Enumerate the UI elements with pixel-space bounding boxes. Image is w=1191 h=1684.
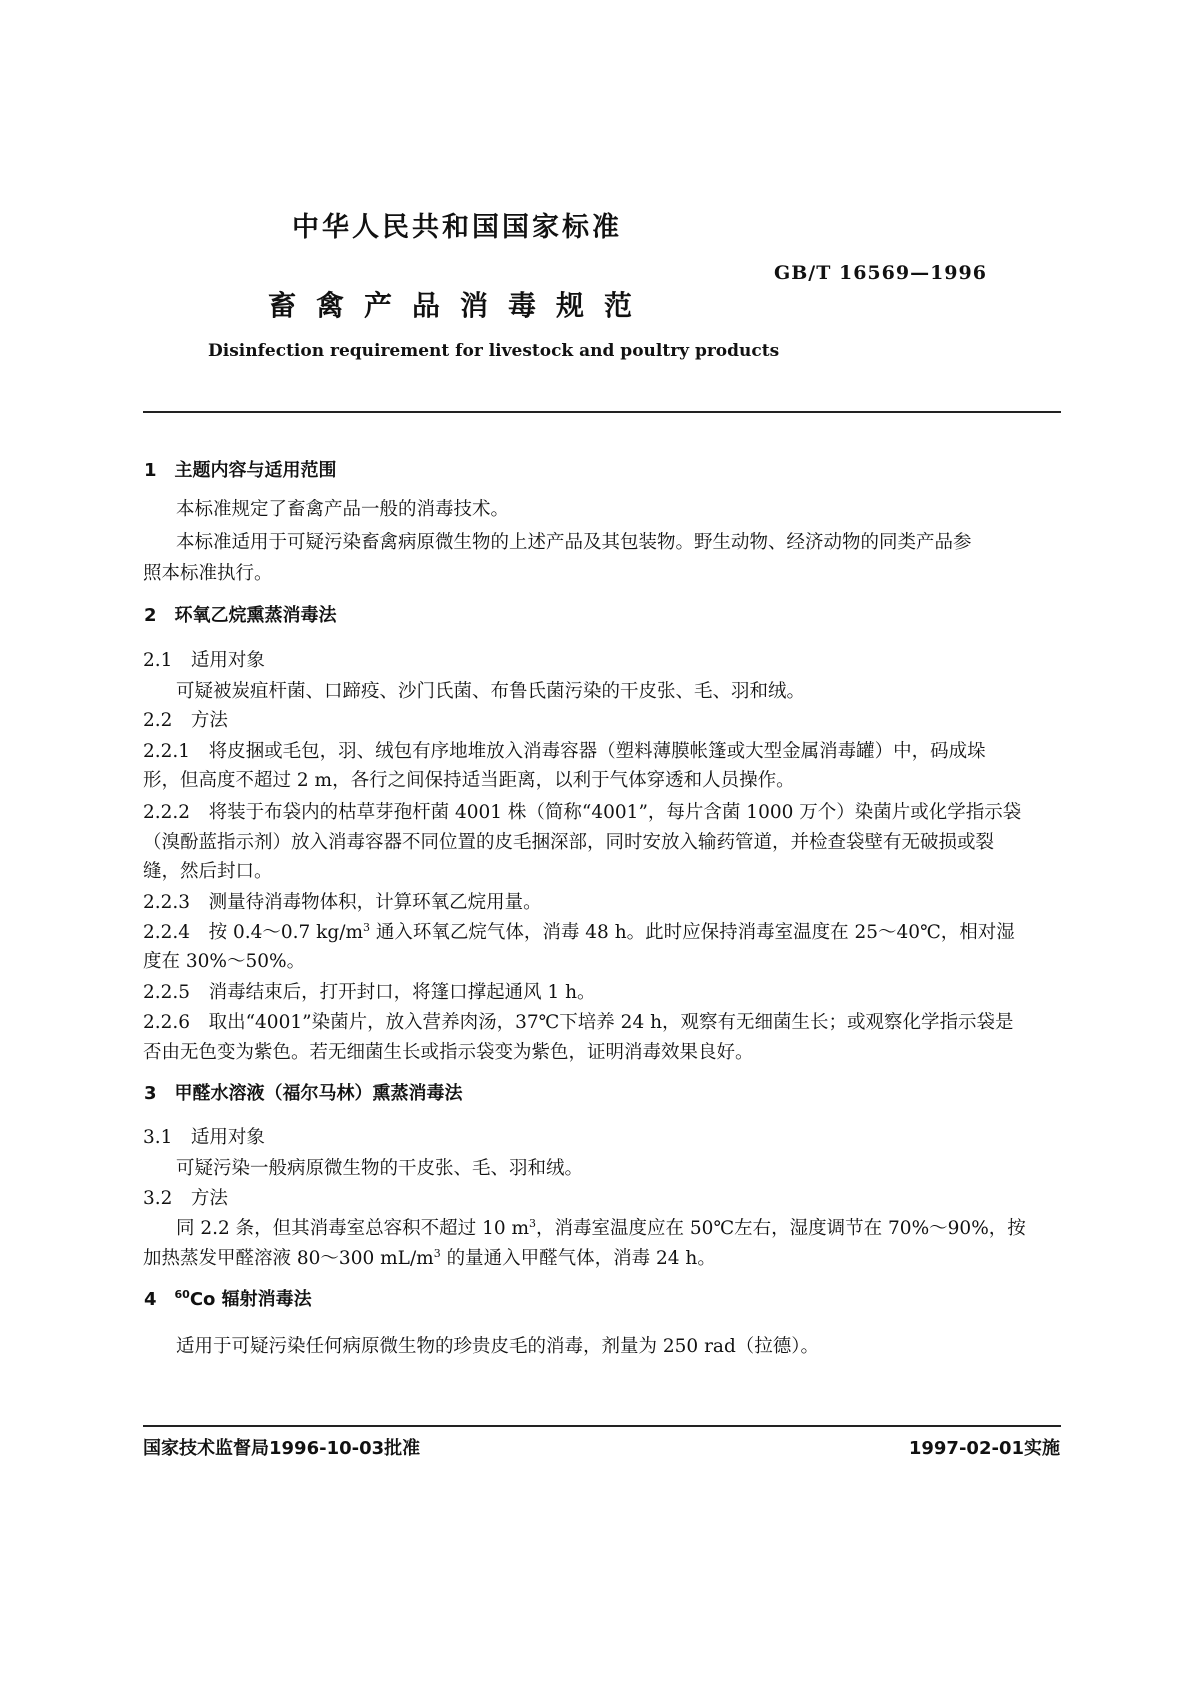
clause-2-2-2-line-1: 2.2.2 将装于布袋内的枯草芽孢杆菌 4001 株（简称“4001”，每片含菌 1000 万个）染菌片或化学指示袋 bbox=[143, 802, 1022, 823]
section-2-2-heading: 2.2 方法 bbox=[143, 710, 228, 731]
isotope-mass-superscript: 60 bbox=[174, 1288, 190, 1301]
section-3-2-heading: 3.2 方法 bbox=[143, 1188, 228, 1209]
approval-statement: 国家技术监督局1996-10-03批准 bbox=[143, 1438, 421, 1459]
section-4-heading bbox=[144, 1285, 312, 1311]
section-1-paragraph-2-line-1: 本标准适用于可疑污染畜禽病原微生物的上述产品及其包装物。野生动物、经济动物的同类产品参 bbox=[176, 532, 972, 553]
section-3-2-line-1-part-1: 同 2.2 条，但其消毒室总容积不超过 10 m bbox=[176, 1218, 530, 1239]
clause-2-2-5: 2.2.5 消毒结束后，打开封口，将篷口撑起通风 1 h。 bbox=[143, 982, 596, 1003]
section-4-number: 4 bbox=[144, 1289, 175, 1310]
cubic-superscript: 3 bbox=[529, 1217, 537, 1230]
section-1-paragraph-2-line-2: 照本标准执行。 bbox=[143, 563, 273, 584]
section-3-2-line-1-part-2: ，消毒室温度应在 50℃左右，湿度调节在 70%～90%，按 bbox=[536, 1218, 1026, 1239]
document-title: 畜禽产品消毒规范 bbox=[268, 289, 653, 322]
section-4-text: 适用于可疑污染任何病原微生物的珍贵皮毛的消毒，剂量为 250 rad（拉德）。 bbox=[176, 1336, 820, 1357]
section-1-heading: 1 主题内容与适用范围 bbox=[144, 460, 337, 481]
section-3-2-line-2-part-2: 的量通入甲醛气体，消毒 24 h。 bbox=[440, 1248, 716, 1269]
cubic-superscript: 3 bbox=[433, 1247, 441, 1260]
clause-2-2-1-line-1: 2.2.1 将皮捆或毛包，羽、绒包有序地堆放入消毒容器（塑料薄膜帐篷或大型金属消毒罐）中，码成垛 bbox=[143, 741, 986, 762]
implementation-date: 1997-02-01实施 bbox=[908, 1438, 1060, 1459]
clause-2-2-4-part-1: 2.2.4 按 0.4～0.7 kg/m bbox=[143, 922, 364, 943]
section-3-2-line-1 bbox=[176, 1214, 1026, 1240]
clause-2-2-6-line-1: 2.2.6 取出“4001”染菌片，放入营养肉汤，37℃下培养 24 h，观察有无细菌生长；或观察化学指示袋是 bbox=[143, 1012, 1014, 1033]
section-2-1-heading: 2.1 适用对象 bbox=[143, 650, 265, 671]
national-standard-title: 中华人民共和国国家标准 bbox=[292, 212, 622, 243]
english-title: Disinfection requirement for livestock and poultry products bbox=[208, 341, 780, 361]
clause-2-2-3: 2.2.3 测量待消毒物体积，计算环氧乙烷用量。 bbox=[143, 892, 542, 913]
footer-divider bbox=[143, 1425, 1061, 1427]
clause-2-2-4-part-2: 通入环氧乙烷气体，消毒 48 h。此时应保持消毒室温度在 25～40℃，相对湿 bbox=[370, 922, 1015, 943]
clause-2-2-2-line-3: 缝，然后封口。 bbox=[143, 861, 273, 882]
section-2-heading: 2 环氧乙烷熏蒸消毒法 bbox=[144, 605, 337, 626]
header-divider bbox=[143, 411, 1061, 413]
section-3-2-line-2-part-1: 加热蒸发甲醛溶液 80～300 mL/m bbox=[143, 1248, 434, 1269]
section-3-1-heading: 3.1 适用对象 bbox=[143, 1127, 265, 1148]
section-1-paragraph-1: 本标准规定了畜禽产品一般的消毒技术。 bbox=[176, 499, 510, 520]
clause-2-2-4-line-1 bbox=[143, 918, 1015, 944]
clause-2-2-1-line-2: 形，但高度不超过 2 m，各行之间保持适当距离，以利于气体穿透和人员操作。 bbox=[143, 770, 795, 791]
section-3-2-line-2 bbox=[143, 1244, 716, 1270]
cubic-superscript: 3 bbox=[363, 921, 371, 934]
standard-code: GB/T 16569—1996 bbox=[774, 262, 987, 284]
clause-2-2-6-line-2: 否由无色变为紫色。若无细菌生长或指示袋变为紫色，证明消毒效果良好。 bbox=[143, 1042, 754, 1063]
section-3-1-text: 可疑污染一般病原微生物的干皮张、毛、羽和绒。 bbox=[176, 1158, 584, 1179]
section-2-1-text: 可疑被炭疽杆菌、口蹄疫、沙门氏菌、布鲁氏菌污染的干皮张、毛、羽和绒。 bbox=[176, 681, 806, 702]
clause-2-2-2-line-2: （溴酚蓝指示剂）放入消毒容器不同位置的皮毛捆深部，同时安放入输药管道，并检查袋壁有无破损或裂 bbox=[143, 832, 995, 853]
section-3-heading: 3 甲醛水溶液（福尔马林）熏蒸消毒法 bbox=[144, 1083, 463, 1104]
clause-2-2-4-line-2: 度在 30%～50%。 bbox=[143, 951, 306, 972]
section-4-title: Co 辐射消毒法 bbox=[189, 1289, 312, 1310]
